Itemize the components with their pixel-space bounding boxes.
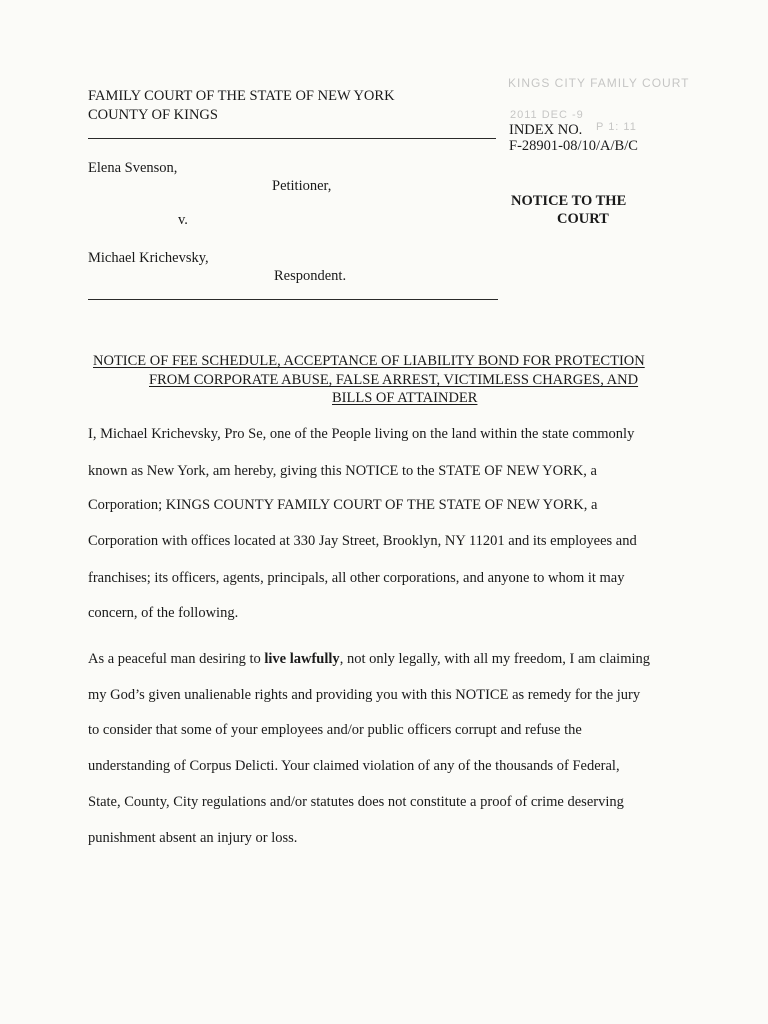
respondent-role: Respondent. (274, 268, 347, 284)
paragraph-2-line: to consider that some of your employees and/or public officers corrupt and refuse the (88, 722, 582, 738)
paragraph-2-line: punishment absent an injury or loss. (88, 830, 298, 846)
paragraph-1-line: Corporation with offices located at 330 Jay Street, Brooklyn, NY 11201 and its employees and (88, 533, 637, 549)
paragraph-1-line: Corporation; KINGS COUNTY FAMILY COURT OF THE STATE OF NEW YORK, a (88, 497, 598, 513)
title-line-1: NOTICE OF FEE SCHEDULE, ACCEPTANCE OF LIABILITY BOND FOR PROTECTION (93, 353, 645, 369)
emphasis-live-lawfully: live lawfully (264, 651, 340, 667)
versus: v. (178, 212, 188, 228)
paragraph-2-line: State, County, City regulations and/or statutes does not constitute a proof of crime deserving (88, 794, 624, 810)
paragraph-2-line: understanding of Corpus Delicti. Your claimed violation of any of the thousands of Federal, (88, 758, 620, 774)
caption-bottom-rule (88, 299, 498, 300)
index-label: INDEX NO. (509, 122, 583, 138)
petitioner-role: Petitioner, (272, 178, 332, 194)
paragraph-2-text: , not only legally, with all my freedom, I am claiming (339, 651, 651, 667)
paragraph-2-text: As a peaceful man desiring to (88, 651, 265, 667)
court-county: COUNTY OF KINGS (88, 107, 218, 123)
paragraph-1-line: known as New York, am hereby, giving this NOTICE to the STATE OF NEW YORK, a (88, 463, 597, 479)
stamp-line-2: 2011 DEC -9 (510, 109, 584, 121)
caption-top-rule (88, 138, 496, 139)
doc-type-line-2: COURT (557, 211, 609, 227)
paragraph-1-line: franchises; its officers, agents, principals, all other corporations, and anyone to whom it may (88, 570, 625, 586)
petitioner-name: Elena Svenson, (88, 160, 178, 176)
index-number: F-28901-08/10/A/B/C (509, 138, 638, 154)
paragraph-1-line: I, Michael Krichevsky, Pro Se, one of the People living on the land within the state commonly (88, 426, 635, 442)
paragraph-2-line: my God’s given unalienable rights and providing you with this NOTICE as remedy for the jury (88, 687, 641, 703)
title-line-2: FROM CORPORATE ABUSE, FALSE ARREST, VICTIMLESS CHARGES, AND (149, 372, 639, 388)
stamp-line-1: KINGS CITY FAMILY COURT (508, 76, 690, 90)
paragraph-1-line: concern, of the following. (88, 605, 239, 621)
respondent-name: Michael Krichevsky, (88, 250, 209, 266)
title-line-3: BILLS OF ATTAINDER (332, 390, 478, 406)
stamp-line-3: P 1: 11 (596, 121, 637, 133)
court-name: FAMILY COURT OF THE STATE OF NEW YORK (88, 88, 395, 104)
doc-type-line-1: NOTICE TO THE (511, 193, 627, 209)
paragraph-2-line (88, 651, 650, 668)
